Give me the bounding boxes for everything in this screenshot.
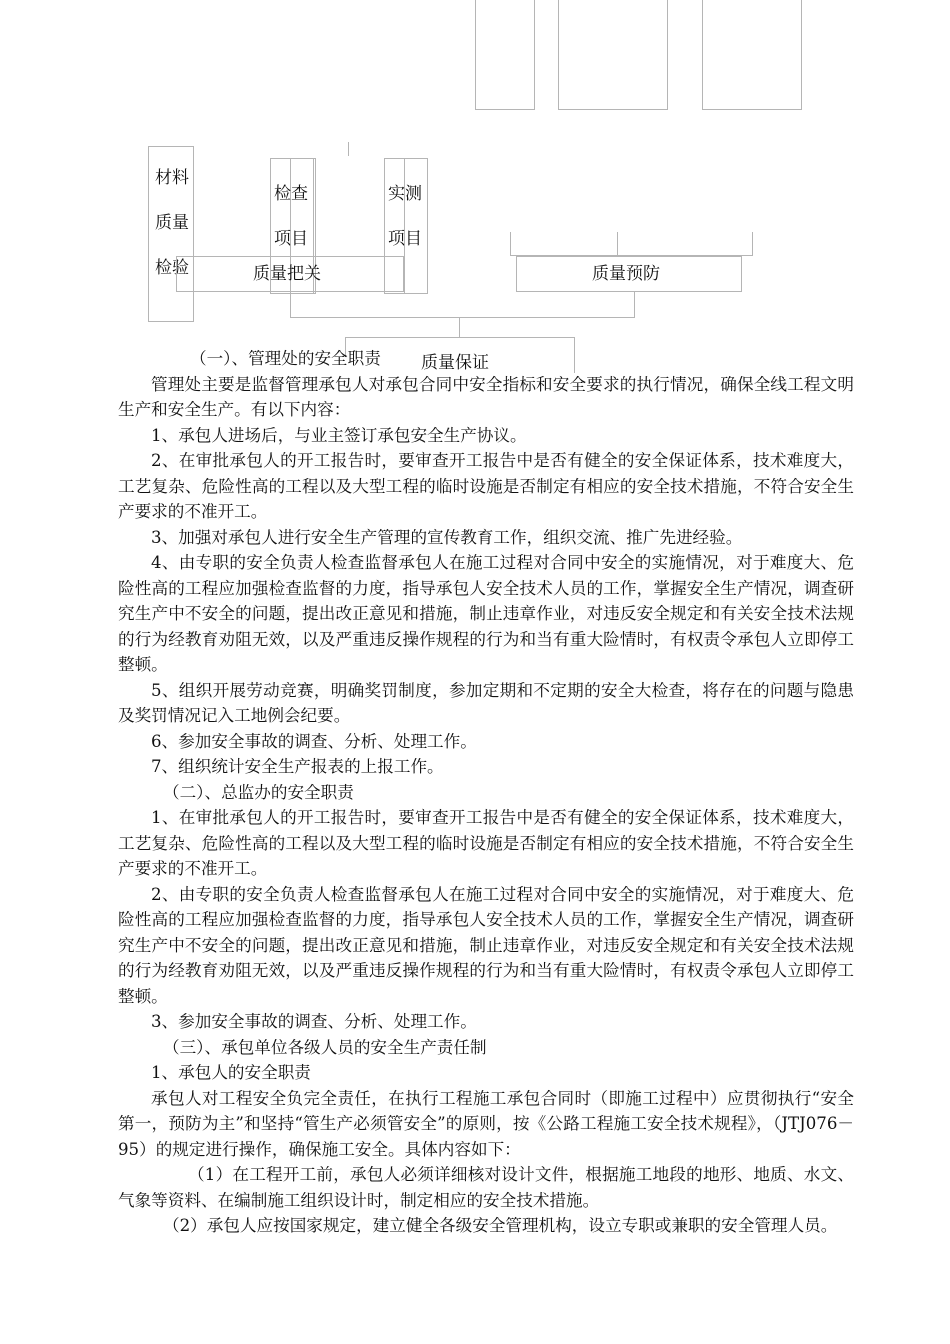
material-quality-line-3: 检验 — [155, 258, 189, 278]
paragraph: 1、承包人的安全职责 — [151, 1063, 311, 1082]
measurement-items-line-1: 实测 — [388, 184, 422, 204]
quality-prevention-label: 质量预防 — [592, 264, 660, 284]
paragraph: 1、在审批承包人的开工报告时，要审查开工报告中是否有健全的安全保证体系，技术难度大，工艺复杂、危险性高的工程以及大型工程的临时设施是否制定有相应的安全技术措施，不符合安全生产要求的不准开工。 — [118, 808, 854, 878]
join-left — [290, 292, 291, 317]
prevention-bracket-mid — [617, 232, 618, 256]
quality-control-label: 质量把关 — [253, 264, 321, 284]
diagram-connector — [348, 142, 349, 156]
paragraph: 6、参加安全事故的调查、分析、处理工作。 — [151, 731, 477, 751]
paragraph: 3、加强对承包人进行安全生产管理的宣传教育工作，组织交流、推广先进经验。 — [151, 527, 743, 547]
prevention-bracket-right — [752, 232, 753, 256]
paragraph: 4、由专职的安全负责人检查监督承包人在施工过程对合同中安全的实施情况，对于难度大、危险性高的工程应加强检查监督的力度，指导承包人安全技术人员的工作，掌握安全生产情况，调查研究生产中不安全的问题，提出改正意见和措施，制止违章作业，对违反安全规定和有关安全技术法规的行为经教育劝阻无效，以及严重违反操作规程的行为和当有重大险情时，有权责令承包人立即停工整顿。 — [118, 553, 854, 674]
paragraph: 1、承包人进场后，与业主签订承包安全生产协议。 — [151, 425, 527, 445]
document-body — [118, 346, 854, 1239]
paragraph: 承包人对工程安全负完全责任，在执行工程施工承包合同时（即施工过程中）应贯彻执行“安全第一，预防为主”和坚持“管生产必须管安全”的原则，按《公路工程施工安全技术规程》，（JTJ076－95）的规定进行操作，确保施工安全。具体内容如下： — [118, 1088, 854, 1159]
prevention-bracket-left — [510, 232, 511, 256]
inspection-items-line-2: 项目 — [274, 229, 308, 249]
join-horizontal — [290, 317, 635, 318]
section-heading: （三）、承包单位各级人员的安全生产责任制 — [163, 1037, 487, 1057]
quality-assurance-label: 质量保证 — [421, 353, 489, 373]
measurement-items-line-2: 项目 — [388, 229, 422, 249]
paragraph: 3、参加安全事故的调查、分析、处理工作。 — [151, 1012, 477, 1031]
join-right — [634, 292, 635, 317]
paragraph: （1）在工程开工前，承包人必须详细核对设计文件，根据施工地段的地形、地质、水文、气象等资料、在编制施工组织设计时，制定相应的安全技术措施。 — [118, 1165, 854, 1210]
quality-assurance-diagram — [0, 0, 950, 380]
section-heading: （2）承包人应按国家规定，建立健全各级安全管理机构，设立专职或兼职的安全管理人员。 — [163, 1216, 838, 1235]
section-heading: （一）、管理处的安全职责 — [190, 349, 381, 368]
paragraph: 2、由专职的安全负责人检查监督承包人在施工过程对合同中安全的实施情况，对于难度大、危险性高的工程应加强检查监督的力度，指导承包人安全技术人员的工作，掌握安全生产情况，调查研究生产中不安全的问题，提出改正意见和措施，制止违章作业，对违反安全规定和有关安全技术法规的行为经教育劝阻无效，以及严重违反操作规程的行为和当有重大险情时，有权责令承包人立即停工整顿。 — [118, 884, 854, 1006]
paragraph: 管理处主要是监督管理承包人对承包合同中安全指标和安全要求的执行情况，确保全线工程文明生产和安全生产。有以下内容： — [118, 374, 854, 419]
diagram-top-box-1 — [475, 0, 535, 110]
paragraph: 7、组织统计安全生产报表的上报工作。 — [151, 757, 444, 776]
paragraph: 2、在审批承包人的开工报告时，要审查开工报告中是否有健全的安全保证体系，技术难度大，工艺复杂、危险性高的工程以及大型工程的临时设施是否制定有相应的安全技术措施，不符合安全生产要求的不准开工。 — [118, 451, 854, 521]
diagram-top-box-3 — [702, 0, 802, 110]
inspection-items-line-1: 检查 — [274, 184, 308, 204]
assurance-box-top — [345, 337, 575, 338]
diagram-top-box-2 — [558, 0, 668, 110]
join-down — [459, 317, 460, 337]
material-quality-line-2: 质量 — [155, 213, 189, 233]
material-quality-line-1: 材料 — [155, 168, 189, 188]
section-heading: （二）、总监办的安全职责 — [163, 782, 354, 802]
paragraph: 5、组织开展劳动竞赛，明确奖罚制度，参加定期和不定期的安全大检查，将存在的问题与隐患及奖罚情况记入工地例会纪要。 — [118, 680, 854, 725]
